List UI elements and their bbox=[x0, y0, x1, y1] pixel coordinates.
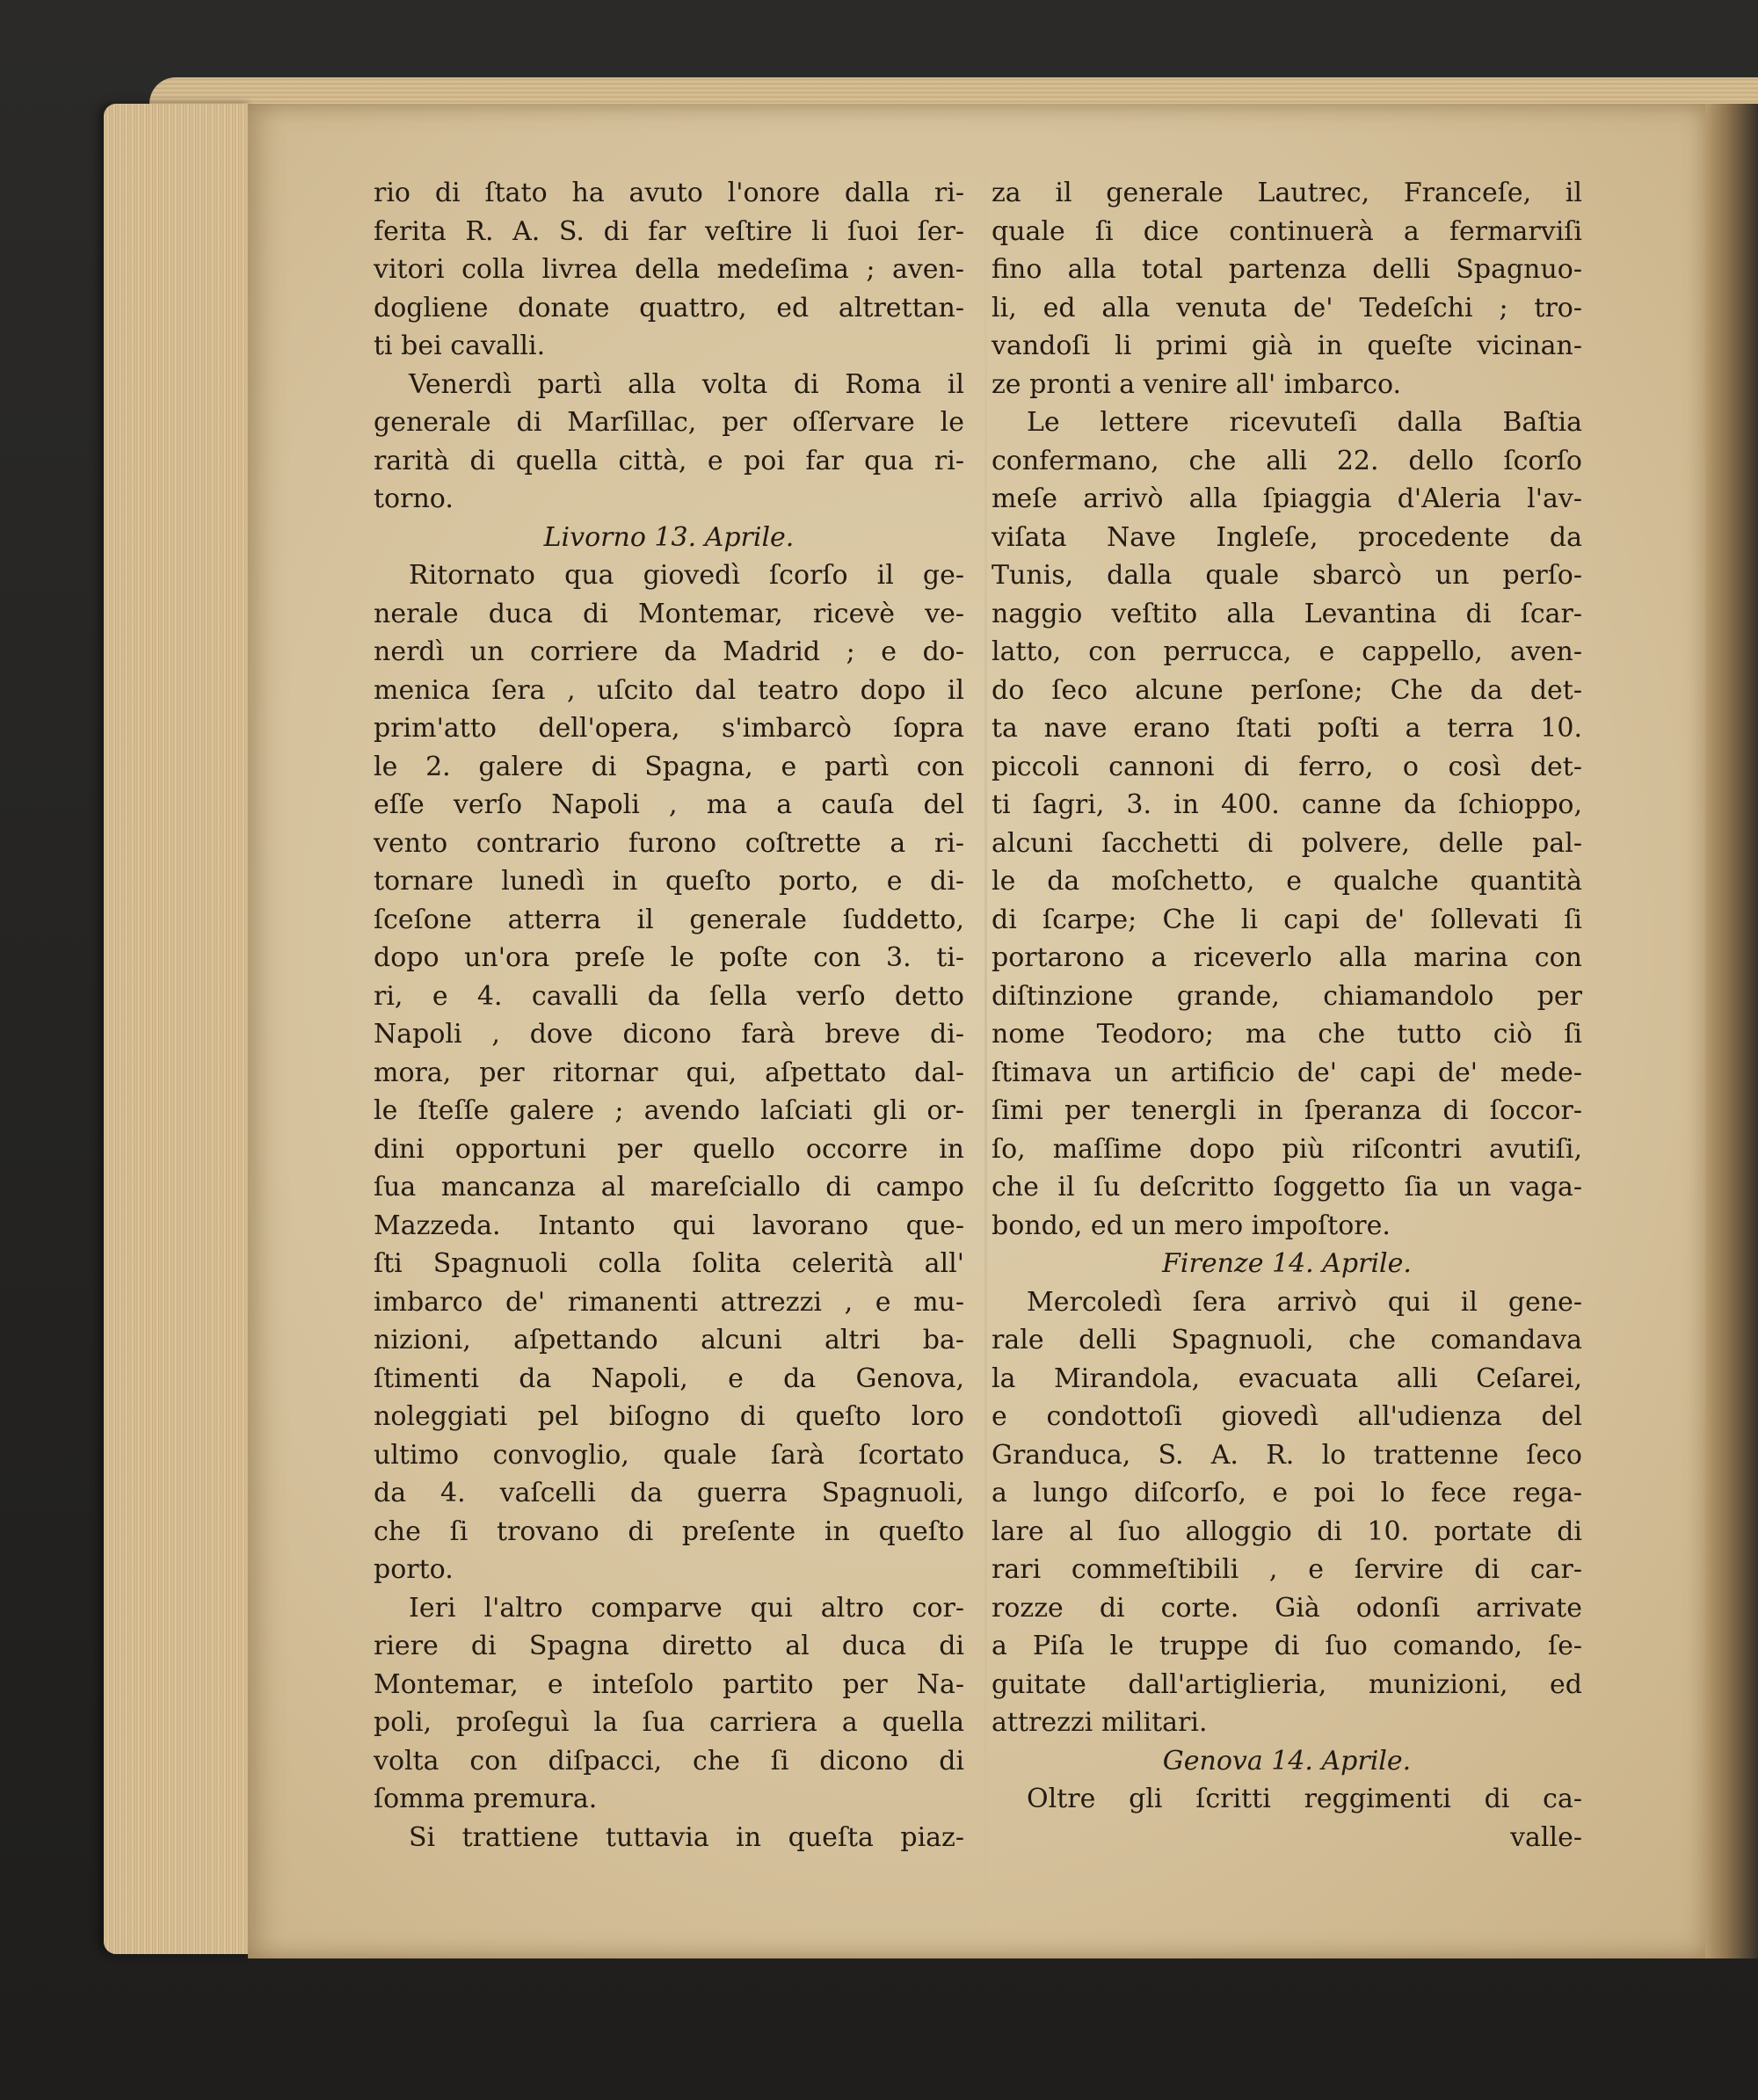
left-column-line: nizioni, aſpettando alcuni altri ba- bbox=[374, 1325, 964, 1355]
left-column-line: rio di ſtato ha avuto l'onore dalla ri- bbox=[374, 178, 964, 208]
left-column-line: vitori colla livrea della medeſima ; aven- bbox=[374, 254, 964, 285]
left-column-line: riere di Spagna diretto al duca di bbox=[374, 1631, 964, 1661]
left-text-column bbox=[374, 174, 964, 1857]
left-column-line: ri, e 4. cavalli da ſella verſo detto bbox=[374, 980, 964, 1012]
right-column-line: ti ſagri, 3. in 400. canne da ſchioppo, bbox=[992, 789, 1582, 820]
right-column-line: meſe arrivò alla ſpiaggia d'Aleria l'av- bbox=[992, 483, 1582, 514]
book-page-edges bbox=[104, 104, 253, 1954]
left-column-line: Napoli , dove dicono farà breve di- bbox=[374, 1019, 964, 1050]
left-column-line: volta con diſpacci, che ſi dicono di bbox=[374, 1745, 964, 1777]
left-column-line: eſſe verſo Napoli , ma a cauſa del bbox=[374, 789, 964, 820]
right-column-line: ſo, maſſime dopo più riſcontri avutiſi, bbox=[992, 1133, 1582, 1165]
right-column-line: quale ſi dice continuerà a fermarviſi bbox=[992, 215, 1582, 247]
left-column-line: dini opportuni per quello occorre in bbox=[374, 1133, 964, 1165]
left-column-line: dopo un'ora preſe le poſte con 3. ti- bbox=[374, 942, 964, 973]
left-column-line: Mazzeda. Intanto qui lavorano que- bbox=[374, 1210, 964, 1241]
right-column-line: confermano, che alli 22. dello ſcorſo bbox=[992, 445, 1582, 476]
right-column-line: bondo, ed un mero impoſtore. bbox=[992, 1210, 1391, 1241]
right-column-line: Granduca, S. A. R. lo trattenne ſeco bbox=[992, 1439, 1582, 1471]
left-column-line: poli, proſeguì la ſua carriera a quella bbox=[374, 1707, 964, 1738]
right-column-line: la Mirandola, evacuata alli Ceſarei, bbox=[992, 1362, 1582, 1394]
right-column-line: a lungo diſcorſo, e poi lo fece rega- bbox=[992, 1478, 1582, 1508]
left-column-line: vento contrario furono coſtrette a ri- bbox=[374, 827, 964, 859]
right-column-line: li, ed alla venuta de' Tedeſchi ; tro- bbox=[992, 292, 1582, 323]
left-column-line: dogliene donate quattro, ed altrettan- bbox=[374, 292, 964, 323]
right-column-line: do ſeco alcune perſone; Che da det- bbox=[992, 674, 1582, 706]
left-column-line: ſomma premura. bbox=[374, 1784, 598, 1814]
right-column-line: Mercoledì ſera arrivò qui il gene- bbox=[1027, 1286, 1582, 1318]
left-column-line: nerdì un corriere da Madrid ; e do- bbox=[374, 636, 964, 667]
left-column-line: prim'atto dell'opera, s'imbarcò ſopra bbox=[374, 713, 964, 744]
right-column-line: guitate dall'artiglieria, munizioni, ed bbox=[992, 1668, 1582, 1700]
right-column-line: viſata Nave Ingleſe, procedente da bbox=[992, 521, 1582, 553]
left-column-line: ſti Spagnuoli colla ſolita celerità all' bbox=[374, 1248, 964, 1279]
right-column-line: fino alla total partenza delli Spagnuo- bbox=[992, 254, 1582, 285]
left-column-line: Ieri l'altro comparve qui altro cor- bbox=[409, 1592, 964, 1624]
right-column-line: lare al ſuo alloggio di 10. portate di bbox=[992, 1515, 1582, 1547]
left-column-line: imbarco de' rimanenti attrezzi , e mu- bbox=[374, 1286, 964, 1318]
right-column-line: latto, con perrucca, e cappello, aven- bbox=[992, 636, 1582, 667]
right-text-column bbox=[992, 174, 1582, 1857]
left-column-line: generale di Marſillac, per oſſervare le bbox=[374, 407, 964, 438]
right-column-line: rale delli Spagnuoli, che comandava bbox=[992, 1325, 1582, 1355]
left-column-line: mora, per ritornar qui, aſpettato dal- bbox=[374, 1057, 964, 1088]
right-column-line: ta nave erano ſtati poſti a terra 10. bbox=[992, 713, 1582, 744]
book-gutter bbox=[1705, 104, 1758, 1958]
right-column-line: piccoli cannoni di ferro, o così det- bbox=[992, 751, 1582, 782]
right-column-dateline: Firenze 14. Aprile. bbox=[1162, 1248, 1412, 1279]
right-column-line: a Piſa le truppe di ſuo comando, ſe- bbox=[992, 1631, 1582, 1661]
left-column-line: menica ſera , uſcito dal teatro dopo il bbox=[374, 674, 964, 706]
right-column-line: diſtinzione grande, chiamandolo per bbox=[992, 980, 1582, 1012]
right-column-dateline: Genova 14. Aprile. bbox=[1162, 1745, 1412, 1777]
right-column-line: le da moſchetto, e qualche quantità bbox=[992, 866, 1582, 897]
right-column-line: valle- bbox=[1510, 1821, 1582, 1853]
left-column-line: ſceſone atterra il generale ſuddetto, bbox=[374, 904, 964, 935]
left-column-line: torno. bbox=[374, 483, 454, 514]
left-column-line: ſua mancanza al mareſciallo di campo bbox=[374, 1172, 964, 1203]
left-column-line: Ritornato qua giovedì ſcorſo il ge- bbox=[409, 560, 964, 591]
right-column-line: Oltre gli ſcritti reggimenti di ca- bbox=[1027, 1784, 1582, 1814]
left-column-line: ferita R. A. S. di far veſtire li ſuoi ſer- bbox=[374, 215, 964, 247]
left-column-line: ſtimenti da Napoli, e da Genova, bbox=[374, 1362, 964, 1394]
left-column-line: tornare lunedì in queſto porto, e di- bbox=[374, 866, 964, 897]
left-column-line: ti bei cavalli. bbox=[374, 331, 546, 361]
right-column-line: za il generale Lautrec, Franceſe, il bbox=[992, 178, 1582, 208]
column-gutter bbox=[984, 104, 987, 1950]
right-column-line: ze pronti a venire all' imbarco. bbox=[992, 368, 1402, 400]
left-column-line: ultimo convoglio, quale ſarà ſcortato bbox=[374, 1439, 964, 1471]
left-column-line: Montemar, e inteſolo partito per Na- bbox=[374, 1668, 964, 1700]
left-column-line: le 2. galere di Spagna, e partì con bbox=[374, 751, 964, 782]
left-column-line: nerale duca di Montemar, ricevè ve- bbox=[374, 598, 964, 629]
right-column-line: attrezzi militari. bbox=[992, 1707, 1208, 1738]
left-column-line: noleggiati pel biſogno di queſto loro bbox=[374, 1401, 964, 1432]
left-column-line: Venerdì partì alla volta di Roma il bbox=[409, 368, 964, 400]
right-column-line: naggio veſtito alla Levantina di ſcar- bbox=[992, 598, 1582, 629]
right-column-line: ſimi per tenergli in ſperanza di ſoccor- bbox=[992, 1095, 1582, 1126]
right-column-line: rari commeſtibili , e ſervire di car- bbox=[992, 1554, 1582, 1585]
right-column-line: di ſcarpe; Che li capi de' ſollevati ſi bbox=[992, 904, 1582, 935]
right-column-line: portarono a riceverlo alla marina con bbox=[992, 942, 1582, 973]
right-column-line: Tunis, dalla quale sbarcò un perſo- bbox=[992, 560, 1582, 591]
left-column-line: da 4. vaſcelli da guerra Spagnuoli, bbox=[374, 1478, 964, 1508]
right-column-line: alcuni ſacchetti di polvere, delle pal- bbox=[992, 827, 1582, 859]
right-column-line: Le lettere ricevuteſi dalla Baſtia bbox=[1027, 407, 1582, 438]
right-column-line: rozze di corte. Già odonſi arrivate bbox=[992, 1592, 1582, 1624]
left-column-dateline: Livorno 13. Aprile. bbox=[543, 521, 795, 553]
right-column-line: e condottoſi giovedì all'udienza del bbox=[992, 1401, 1582, 1432]
left-column-line: le ſteſſe galere ; avendo laſciati gli or- bbox=[374, 1095, 964, 1126]
right-column-line: vandoſi li primi già in queſte vicinan- bbox=[992, 331, 1582, 361]
left-column-line: Si trattiene tuttavia in queſta piaz- bbox=[409, 1821, 964, 1853]
left-column-line: porto. bbox=[374, 1554, 454, 1585]
right-column-line: che il ſu deſcritto ſoggetto ſia un vaga- bbox=[992, 1172, 1582, 1203]
left-column-line: che ſi trovano di preſente in queſto bbox=[374, 1515, 964, 1547]
left-column-line: rarità di quella città, e poi far qua ri- bbox=[374, 445, 964, 476]
right-column-line: nome Teodoro; ma che tutto ciò ſi bbox=[992, 1019, 1582, 1050]
right-column-line: ſtimava un artificio de' capi de' mede- bbox=[992, 1057, 1582, 1088]
